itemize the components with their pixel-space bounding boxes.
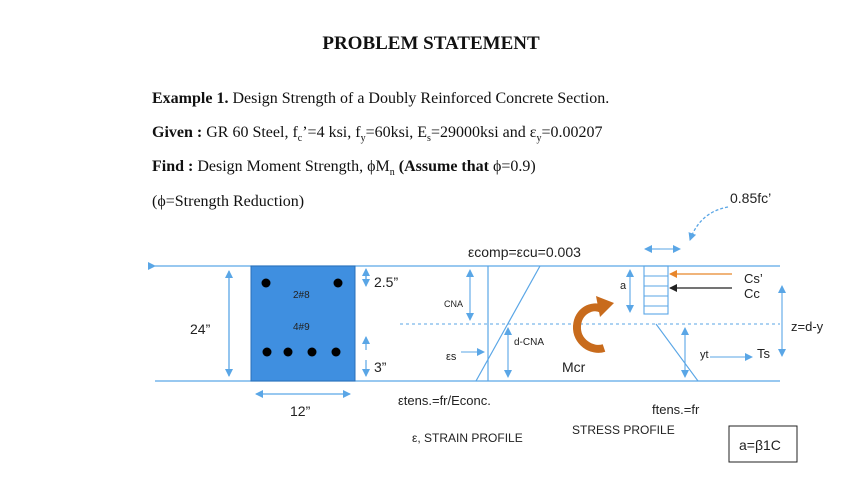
bottom-bar	[332, 348, 341, 357]
stress-tension-line	[656, 324, 698, 381]
pointer-085fc	[690, 207, 728, 240]
label-m-cr: Mcr	[562, 359, 586, 375]
label-a: a	[620, 280, 627, 292]
top-bar	[262, 279, 271, 288]
example-label: Example	[152, 90, 213, 107]
label-dim-25: 2.5”	[374, 274, 399, 290]
given-label: Given :	[152, 124, 203, 141]
label-eps-s: εs	[446, 351, 457, 363]
example-text: Design Strength of a Doubly Reinforced Concrete Section.	[232, 90, 610, 107]
label-stress-profile: STRESS PROFILE	[572, 423, 675, 437]
label-c-na: CNA	[444, 299, 464, 309]
top-bar	[334, 279, 343, 288]
label-f-tens: ftens.=fr	[652, 402, 700, 417]
given-text-c: =60ksi, E	[365, 124, 428, 141]
label-cs: Cs’	[744, 271, 763, 286]
bottom-bar	[263, 348, 272, 357]
label-y-t: yt	[700, 349, 709, 361]
example-number: 1.	[216, 90, 229, 107]
label-eps-comp: εcomp=εcu=0.003	[468, 244, 581, 260]
find-assume: (Assume that	[398, 158, 489, 175]
find-sub-n: n	[389, 167, 395, 179]
bottom-bar	[284, 348, 293, 357]
given-text-a: GR 60 Steel, f	[206, 124, 298, 141]
label-eps-tens: εtens.=fr/Econc.	[398, 393, 491, 408]
label-dim-12: 12”	[290, 403, 311, 419]
note-line: (ϕ=Strength Reduction)	[152, 193, 305, 210]
label-dim-3: 3”	[374, 359, 387, 375]
given-text-b: ’=4 ksi, f	[302, 124, 361, 141]
label-bar-top: 2#8	[293, 290, 310, 301]
label-085fc: 0.85fc’	[730, 190, 772, 206]
label-ts: Ts	[757, 346, 770, 361]
label-d-cna: d-CNA	[514, 337, 545, 348]
find-label: Find :	[152, 158, 194, 175]
page-title: PROBLEM STATEMENT	[322, 33, 540, 54]
given-sub-y: y	[360, 133, 366, 145]
label-bar-bottom: 4#9	[293, 322, 310, 333]
label-strain-profile: ε, STRAIN PROFILE	[412, 431, 523, 445]
stress-block	[644, 266, 668, 314]
label-dim-24: 24”	[190, 321, 211, 337]
given-sub-y2: y	[536, 133, 542, 145]
given-text-e: =0.00207	[541, 124, 603, 141]
moment-arrowhead	[596, 296, 614, 317]
given-text-d: =29000ksi and ε	[430, 124, 537, 141]
label-a-beta: a=β1C	[739, 437, 781, 453]
label-cc: Cc	[744, 286, 760, 301]
find-text-a: Design Moment Strength, ϕM	[197, 158, 390, 175]
given-sub-s: s	[427, 133, 431, 145]
given-sub-c: c	[297, 133, 303, 145]
find-text-b: ϕ=0.9)	[492, 158, 536, 175]
label-z: z=d-y	[791, 319, 824, 334]
bottom-bar	[308, 348, 317, 357]
